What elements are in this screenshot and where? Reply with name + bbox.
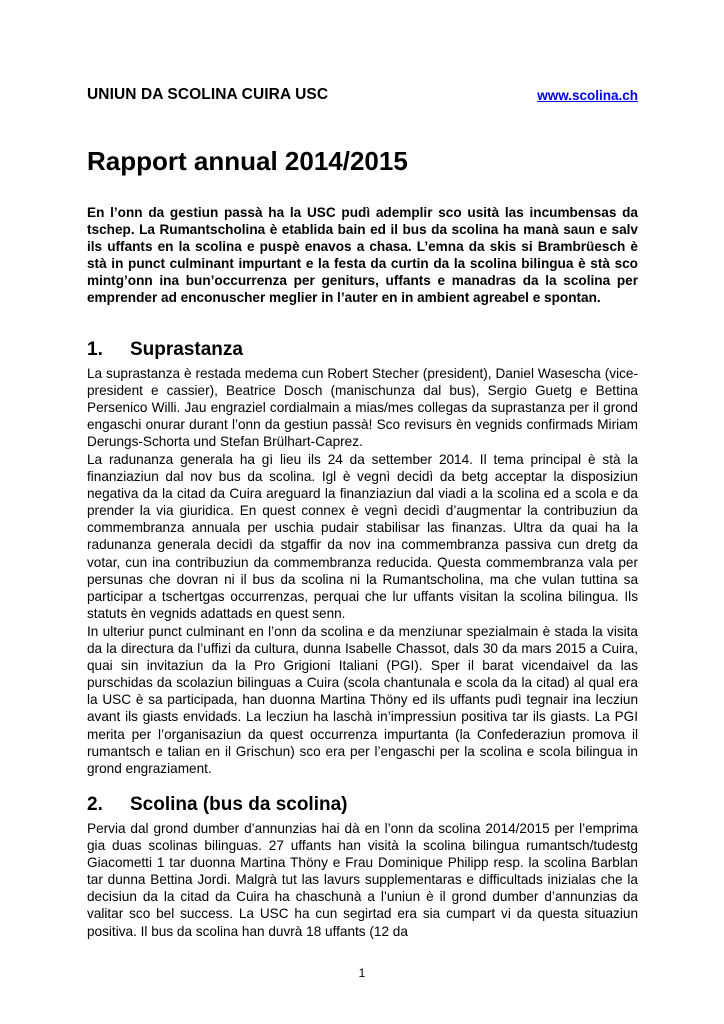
paragraph: La suprastanza è restada medema cun Robert Stecher (president), Daniel Wasescha (vice-president e cassier), Beatrice Dosch (manischunza dal bus), Sergio Guetg e Bettina Persenico Willi. Jau engraziel cordialmain a mias/mes collegas da suprastanza per il grond engaschi onurar durant l’onn da gestiun passà! Sco revisurs èn vegnids confirmads Miriam Derungs-Schorta und Stefan Brülhart-Caprez. bbox=[87, 366, 638, 450]
section-heading-suprastanza bbox=[87, 339, 243, 361]
section-heading-scolina bbox=[87, 794, 348, 816]
paragraph: In ulteriur punct culminant en l’onn da scolina e da menziunar spezialmain è stada la visita da la directura da l’uffizi da cultura, dunna Isabelle Chassot, dals 30 da mars 2015 a Cuira, quai sin invitaziun da la Pro Grigioni Italiani (PGI). Sper il barat vicendaivel da las purschidas da scolaziun bilinguas a Cuira (scola chantunala e scola da la citad) al qual era la USC è sa participada, han duonna Martina Thöny ed ils uffants pudì tegnair ina lecziun avant ils giasts envidads. La lecziun ha laschà in’impressiun positiva tar ils giasts. La PGI merita per l’organisaziun da quest occurrenza impurtanta (la Confederaziun promova il rumantsch e talian en il Grischun) sco era per l’engaschi per la scolina e scola bilingua in grond engraziament. bbox=[87, 624, 638, 776]
paragraph: Pervia dal grond dumber d’annunzias hai dà en l’onn da scolina 2014/2015 per l’emprima gia duas scolinas bilinguas. 27 uffants han visità la scolina bilingua rumantsch/tudestg Giacometti 1 tar duonna Martina Thöny e Frau Dominique Philipp resp. la scolina Barblan tar dunna Bettina Jordi. Malgrà tut las lavurs supplementaras e difficultads inizialas che la decisiun da la citad da Cuira ha chaschunà a l’uniun è il grond dumber d’annunzias da valitar sco bel success. La USC ha cun segirtad era sia cumpart vi da questa situaziun positiva. Il bus da scolina han duvrà 18 uffants (12 da bbox=[87, 821, 638, 939]
section-number: 1. bbox=[87, 339, 103, 360]
section-title: Suprastanza bbox=[130, 339, 243, 360]
intro-paragraph: En l’onn da gestiun passà ha la USC pudì ademplir sco usità las incumbensas da tschep. La Rumantscholina è etablida bain ed il bus da scolina ha manà saun e salv ils uffants en la scolina e puspè enavos a chasa. L’emna da skis si Brambrüesch è stà in punct culminant impurtant e la festa da curtin da la scolina bilingua è stà sco mintg’onn ina bun’occurrenza per geniturs, uffants e manadras da la scolina per emprender ad enconuscher meglier in l’auter en in ambient agreabel e spontan. bbox=[87, 205, 638, 306]
document-title: Rapport annual 2014/2015 bbox=[87, 146, 408, 176]
paragraph: La radunanza generala ha gì lieu ils 24 da settember 2014. Il tema principal è stà la finanziaziun dal nov bus da scolina. Igl è vegnì decidì da betg acceptar la disposiziun negativa da la citad da Cuira areguard la finanziaziun dal viadi a la scolina ed a scola e da prender la via giuridica. En quest connex è vegnì decidì d’augmentar la contribuziun da commembranza annuala per uschia pudair stabilisar las finanzas. Ultra da quai ha la radunanza generala decidì da stgaffir da nov ina commembranza passiva cun dretg da votar, cun ina contribuziun da commembranza reducida. Questa commembranza vala per persunas che dovran ni il bus da scolina ni la Rumantscholina, ma che vulan tuttina sa participar a tschertgas occurrenzas, perquai che lur uffants visitan la scolina bilingua. Ils statuts èn vegnids adattads en quest senn. bbox=[87, 452, 638, 621]
website-link[interactable]: www.scolina.ch bbox=[537, 88, 638, 103]
organization-name: UNIUN DA SCOLINA CUIRA USC bbox=[87, 86, 329, 103]
section-title: Scolina (bus da scolina) bbox=[130, 794, 348, 815]
section-number: 2. bbox=[87, 794, 103, 815]
page-number: 1 bbox=[358, 966, 366, 980]
